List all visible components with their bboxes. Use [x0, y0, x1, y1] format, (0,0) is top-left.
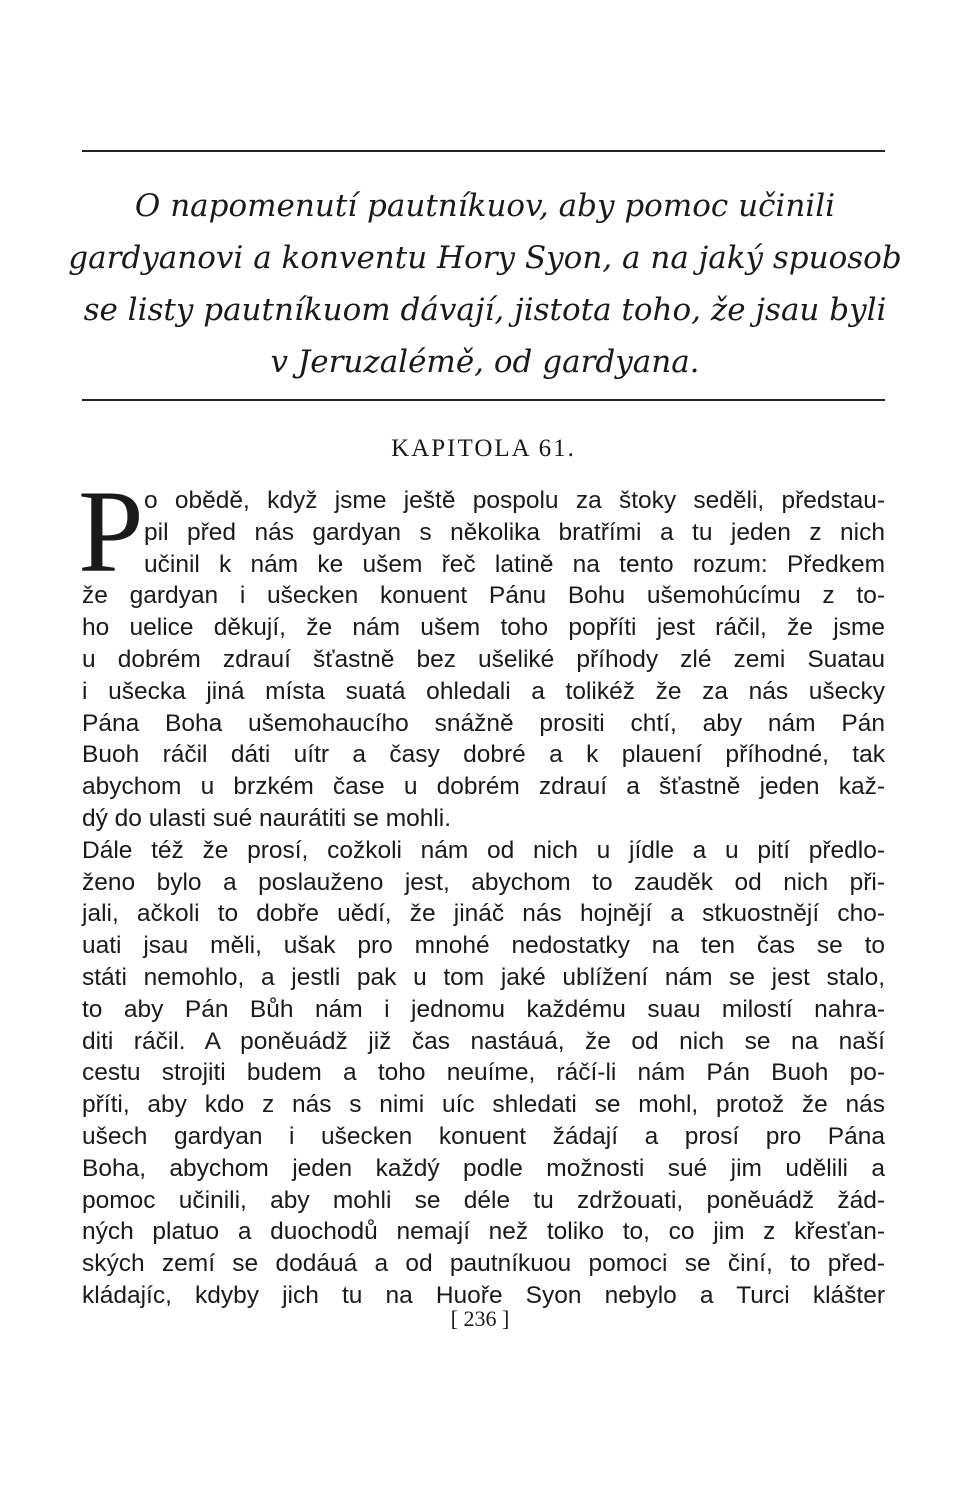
title-line: gardyanovi a konventu Hory Syon, a na jaký spuosob	[68, 240, 902, 276]
text-line: ušech gardyan i ušecken konuent žádají a prosí pro Pána	[82, 1122, 885, 1150]
bottom-rule	[82, 399, 885, 401]
text-line: dý do ulasti sué naurátiti se mohli.	[82, 804, 452, 832]
chapter-number: KAPITOLA 61.	[391, 435, 576, 462]
text-line: i ušecka jiná místa suatá ohledali a tolikéž že za nás ušecky	[82, 677, 885, 705]
text-line: že gardyan i ušecken konuent Pánu Bohu ušemohúcímu z to-	[82, 582, 885, 610]
text-line: uati jsau měli, ušak pro mnohé nedostatky na ten čas se to	[82, 932, 885, 960]
title-line: v Jeruzalémě, od gardyana.	[270, 344, 700, 380]
text-line: jali, ačkoli to dobře uědí, že jináč nás hojnějí a stkuostnějí cho-	[82, 900, 885, 928]
text-line: Buoh ráčil dáti uítr a časy dobré a k plauení příhodné, tak	[82, 741, 885, 769]
text-line: cestu strojiti budem a toho neuíme, ráčí-li nám Pán Buoh po-	[82, 1059, 885, 1087]
text-line: Pána Boha ušemohaucího snážně prositi chtí, aby nám Pán	[82, 709, 885, 737]
text-line: státi nemohlo, a jestli pak u tom jaké ublížení nám se jest stalo,	[82, 963, 885, 991]
text-line: učinil k nám ke ušem řeč latině na tento rozum: Předkem	[144, 550, 885, 578]
text-line: pomoc učinili, aby mohli se déle tu zdržouati, poněuádž žád-	[82, 1186, 885, 1214]
text-line: u dobrém zdrauí šťastně bez ušeliké příhody zlé zemi Suatau	[82, 645, 885, 673]
chapter-title	[60, 180, 910, 388]
text-line: kládajíc, kdyby jich tu na Huoře Syon nebylo a Turci klášter	[82, 1281, 885, 1309]
drop-cap: P	[78, 466, 144, 597]
text-line: Boha, abychom jeden každý podle možnosti sué jim udělili a	[82, 1154, 885, 1182]
paragraph	[82, 485, 885, 835]
title-line: O napomenutí pautníkuov, aby pomoc učinili	[134, 188, 836, 224]
text-line: diti ráčil. A poněuádž již čas nastáuá, že od nich se na naší	[82, 1027, 885, 1055]
top-rule	[82, 150, 885, 152]
text-line: ženo bylo a poslauženo jest, abychom to zauděk od nich při-	[82, 868, 885, 896]
title-line: se listy pautníkuom dávají, jistota toho, že jsau byli	[83, 292, 887, 328]
text-line: o obědě, když jsme ještě pospolu za štoky seděli, předstau-	[144, 487, 885, 514]
text-line: abychom u brzkém čase u dobrém zdrauí a šťastně jeden kaž-	[82, 773, 885, 801]
text-line: ských zemí se dodáuá a od pautníkuou pomoci se činí, to před-	[82, 1250, 885, 1278]
text-line: pil před nás gardyan s několika bratřími a tu jeden z nich	[144, 518, 885, 546]
text-line: ných platuo a duochodů nemají než toliko to, co jim z křesťan-	[82, 1218, 885, 1246]
text-line: příti, aby kdo z nás s nimi uíc shledati se mohl, protož že nás	[82, 1091, 885, 1119]
text-line: ho uelice děkují, že nám ušem toho popříti jest ráčil, že jsme	[82, 614, 885, 642]
text-line: to aby Pán Bůh nám i jednomu každému suau milostí nahra-	[82, 995, 885, 1023]
paragraph	[82, 835, 885, 1312]
text-line: Dále též že prosí, cožkoli nám od nich u jídle a u pití předlo-	[82, 836, 885, 864]
page-number: [ 236 ]	[450, 1306, 510, 1331]
body-text	[82, 485, 885, 1312]
